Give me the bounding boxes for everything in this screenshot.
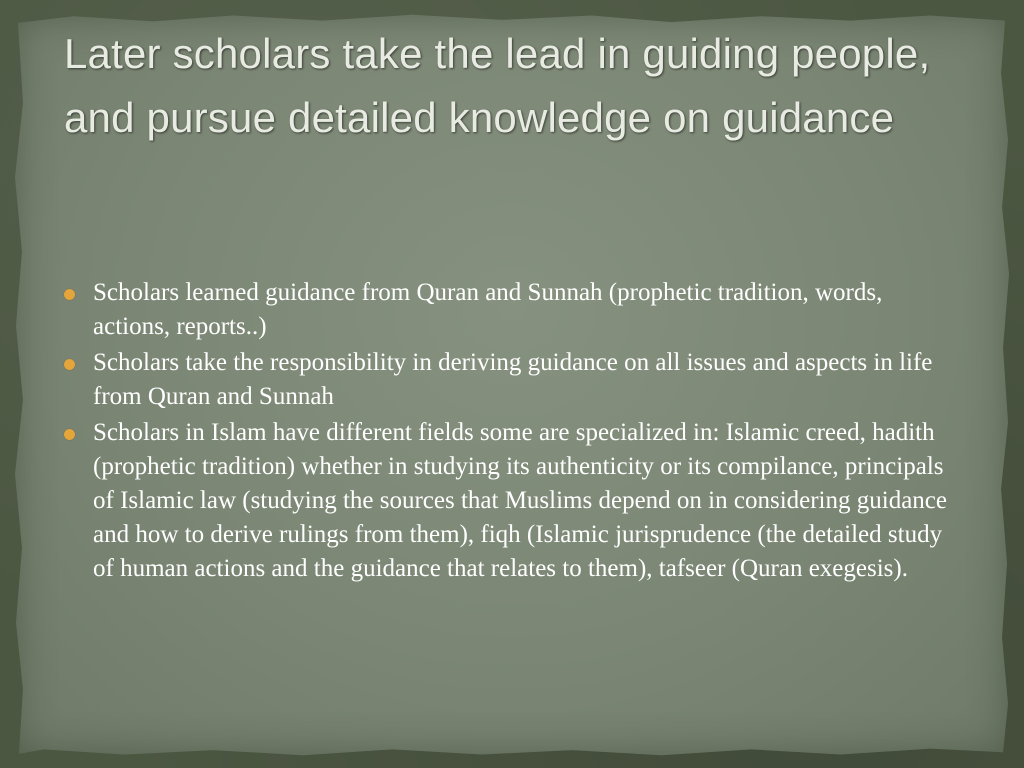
- bullet-text-1: Scholars learned guidance from Quran and Sunnah (prophetic tradition, words, actions, reports..): [93, 279, 883, 340]
- bullet-text-3: Scholars in Islam have different fields some are specialized in: Islamic creed, hadith (prophetic tradition) whether in studying its authenticity or its compilance, principals of Islamic law (studying the sources that Muslims depend on in considering guidance and how to derive rulings from them), fiqh (Islamic jurisprudence (the detailed study of human actions and the guidance that relates to them), tafseer (Quran exegesis).: [93, 419, 947, 582]
- bullet-icon: [64, 289, 75, 300]
- bullet-item-1: [62, 276, 962, 344]
- bullet-icon: [64, 359, 75, 370]
- bullet-icon: [64, 429, 75, 440]
- bullet-list: [62, 276, 962, 588]
- bullet-text-2: Scholars take the responsibility in deriving guidance on all issues and aspects in life from Quran and Sunnah: [93, 349, 933, 410]
- bullet-item-2: [62, 346, 962, 414]
- bullet-item-3: [62, 416, 962, 586]
- slide-title: Later scholars take the lead in guiding people, and pursue detailed knowledge on guidance: [64, 30, 931, 141]
